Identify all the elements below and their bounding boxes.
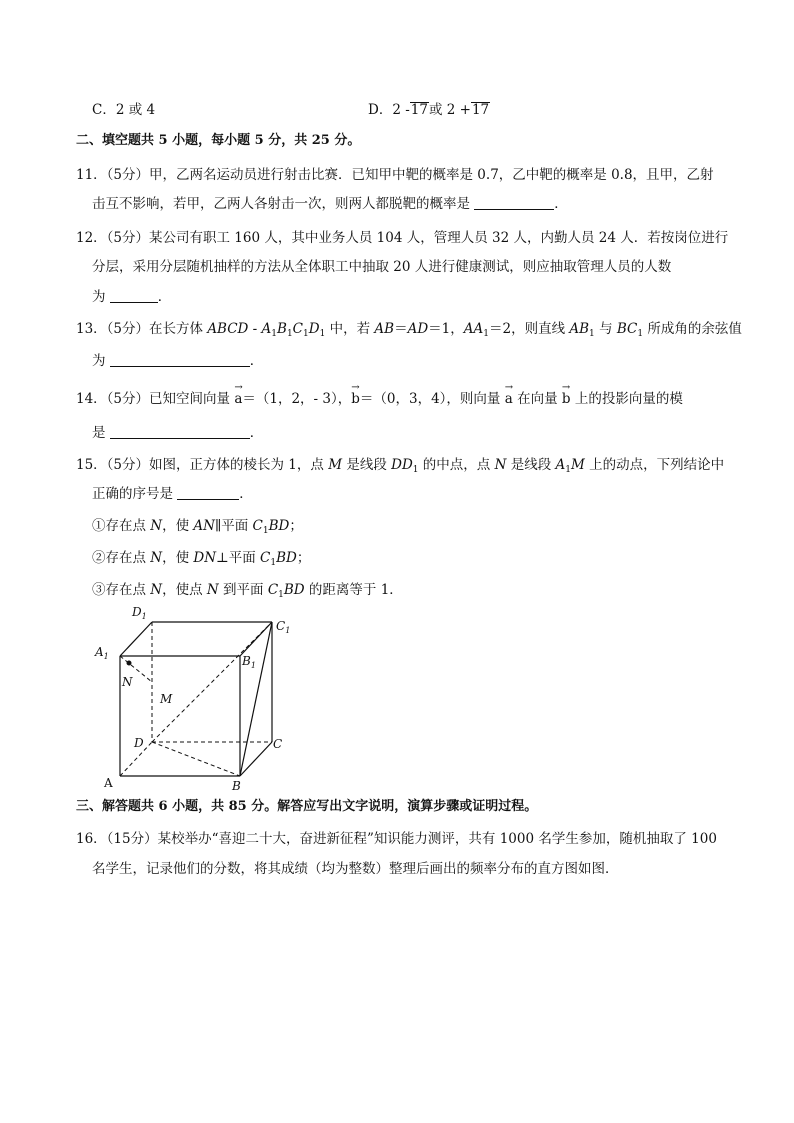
- q15-item2-plane: C: [260, 550, 271, 566]
- segment-dc1-hidden: [152, 622, 272, 742]
- q13-eq: ＝: [394, 321, 408, 337]
- q15-item2-b: ，使: [162, 550, 194, 566]
- q15-item1-b: ，使: [162, 518, 194, 534]
- q15-item1-an: AN: [193, 518, 215, 534]
- q13-sub: 1: [271, 329, 278, 339]
- label-d1: D: [132, 605, 142, 619]
- label-c1-sub: 1: [285, 626, 291, 635]
- label-c: C: [273, 737, 283, 751]
- q15-item2-dn: DN: [193, 550, 217, 566]
- q14-vector-a: → a: [505, 390, 513, 408]
- q15-part5: 上的动点，下列结论中: [584, 457, 725, 473]
- q15-part3: 的中点，点: [418, 457, 495, 473]
- label-a: A: [104, 776, 113, 790]
- q15-a: A: [555, 457, 566, 473]
- q15-sub: 1: [412, 465, 419, 475]
- q14-part3: ＝（0，3，4），则向量: [359, 391, 505, 407]
- q15-item1-c: ∥平面: [214, 518, 253, 534]
- segment-db-hidden: [152, 742, 240, 776]
- q15-item2-a: ②存在点: [92, 550, 151, 566]
- q15-item2-bd: BD: [276, 550, 297, 566]
- q16-line1: 16．（15分）某校举办“喜迎二十大，奋进新征程”知识能力测评，共有 1000 名学生参加，随机抽取了 100: [76, 831, 717, 847]
- choice-d-root2: 17: [471, 102, 490, 118]
- q13-shape-d: D: [308, 321, 320, 337]
- section3-heading: 三、解答题共 6 小题，共 85 分。解答应写出文字说明，演算步骤或证明过程。: [76, 799, 538, 814]
- q15-item3-n: N: [150, 582, 163, 598]
- label-c1: C: [276, 619, 286, 633]
- q15-m: M: [571, 457, 585, 473]
- svg-text:D1: [131, 605, 147, 621]
- q14-vector-a: → a: [234, 390, 242, 408]
- q15-item1-a: ①存在点: [92, 518, 151, 534]
- q13-shape-b: B: [277, 321, 287, 337]
- q13-part3: ＝1，: [428, 321, 464, 337]
- label-b1: B: [242, 654, 251, 668]
- label-a1-sub: 1: [103, 652, 109, 661]
- segment-bc1: [240, 622, 272, 776]
- q15-item3-bd: BD: [283, 582, 305, 598]
- choice-d-mid: 或 2 +: [428, 102, 471, 118]
- q15-m: M: [328, 457, 343, 473]
- svg-text:A1: [94, 645, 109, 661]
- q15-part2: 是线段: [342, 457, 392, 473]
- q11-end: ．: [554, 196, 568, 212]
- q15-item1-n: N: [150, 518, 163, 534]
- q14-text: 是: [92, 425, 106, 441]
- q15-item1-end: ；: [289, 518, 303, 534]
- q14-part4: 在向量: [512, 391, 562, 407]
- label-b1-sub: 1: [250, 661, 256, 670]
- q13-part4: ＝2，则直线: [488, 321, 570, 337]
- q12-text: 为: [92, 289, 106, 305]
- choice-d-prefix: D．2 -: [368, 102, 410, 118]
- q15-item3-n2: N: [206, 582, 219, 598]
- choice-c: C．2 或 4: [92, 102, 156, 118]
- label-d: D: [134, 736, 144, 750]
- q13-part5: 与: [594, 321, 617, 337]
- q12-line2: 分层，采用分层随机抽样的方法从全体职工中抽取 20 人进行健康测试，则应抽取管理人员的人数: [92, 259, 672, 275]
- q13-part1: 13．（5分）在长方体: [76, 321, 208, 337]
- q13-sub: 1: [286, 329, 293, 339]
- q13-ab: AB: [374, 321, 395, 337]
- q15-sub: 1: [262, 526, 269, 536]
- q15-item2-end: ；: [296, 550, 311, 566]
- q13-bc1: BC: [616, 321, 638, 337]
- q12-end: ．: [157, 289, 172, 305]
- q11-text: 击互不影响，若甲，乙两人各射击一次，则两人都脱靶的概率是: [92, 196, 470, 212]
- q15-part4: 是线段: [506, 457, 556, 473]
- q15-n: N: [494, 457, 507, 473]
- q12-line1: 12．（5分）某公司有职工 160 人，其中业务人员 104 人，管理人员 32 人，内勤人员 24 人．若按岗位进行: [76, 230, 729, 246]
- label-b: B: [232, 779, 241, 793]
- q15-item2-n: N: [150, 550, 163, 566]
- svg-text:B1: [241, 654, 256, 670]
- q15-item1-plane: C: [252, 518, 263, 534]
- edge-bc: [240, 742, 272, 776]
- q13-sub: 1: [319, 329, 326, 339]
- q15-item3-b: ，使点: [162, 582, 207, 598]
- q11-line1: 11．（5分）甲，乙两名运动员进行射击比赛．已知甲中靶的概率是 0.7，乙中靶的概率是 0.8，且甲，乙射: [76, 167, 714, 183]
- q15-item2-c: ⊥平面: [216, 550, 261, 566]
- q15-part1: 15．（5分）如图，正方体的棱长为 1，点: [76, 457, 329, 473]
- q15-item3-c: 到平面: [218, 582, 268, 598]
- q13-aa1: AA: [463, 321, 484, 337]
- label-a1: A: [95, 645, 104, 659]
- q16-line2: 名学生，记录他们的分数，将其成绩（均为整数）整理后画出的频率分布的直方图如图．: [92, 861, 619, 877]
- q14-part1: 14．（5分）已知空间向量: [76, 391, 235, 407]
- q15-sub: 1: [565, 465, 571, 475]
- edge-a1d1: [120, 622, 152, 656]
- q13-part2: 中，若: [325, 321, 375, 337]
- q13-sub: 1: [303, 329, 309, 339]
- q13-sub: 1: [589, 329, 595, 339]
- q14-part2: ＝（1，2，- 3），: [242, 391, 352, 407]
- q15-sub: 1: [278, 590, 284, 600]
- q13-sub: 1: [483, 329, 489, 339]
- q14-vector-b: → b: [562, 390, 571, 408]
- q15-end: ．: [239, 486, 253, 502]
- label-m: M: [160, 692, 173, 706]
- point-n: [127, 661, 132, 666]
- q13-ad: AD: [407, 321, 429, 337]
- q13-text: 为: [92, 353, 106, 369]
- q13-sub: 1: [637, 329, 644, 339]
- q13-part6: 所成角的余弦值: [643, 321, 742, 337]
- label-d1-sub: 1: [141, 612, 147, 621]
- q13-shape-c: C: [292, 321, 304, 337]
- label-n: N: [122, 675, 133, 689]
- q15-sub: 1: [270, 558, 277, 568]
- section2-heading: 二、填空题共 5 小题，每小题 5 分，共 25 分。: [76, 133, 361, 148]
- q15-item3-end: 的距离等于 1．: [304, 582, 403, 598]
- q14-end: ．: [249, 425, 264, 441]
- svg-text:C1: [276, 619, 290, 635]
- q15-item1-bd: BD: [268, 518, 290, 534]
- q15-item3-a: ③存在点: [92, 582, 151, 598]
- choice-d-root1: 17: [410, 102, 428, 118]
- q15-dd1: DD: [391, 457, 413, 473]
- q13-end: ．: [249, 353, 264, 369]
- q14-vector-b: → b: [351, 390, 360, 408]
- q15-text: 正确的序号是: [92, 486, 173, 502]
- q13-ab1: AB: [569, 321, 590, 337]
- q14-part5: 上的投影向量的模: [570, 391, 683, 407]
- q13-shape: ABCD - A: [207, 321, 272, 337]
- q15-item3-plane: C: [267, 582, 279, 598]
